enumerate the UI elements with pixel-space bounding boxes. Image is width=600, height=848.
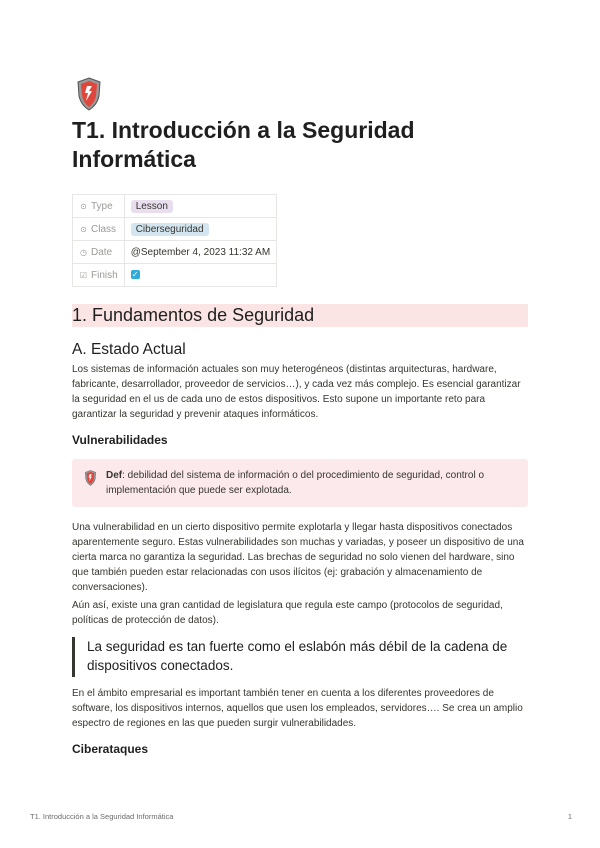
property-label: Date: [91, 246, 113, 258]
properties-table: [72, 194, 277, 287]
page-number: 1: [567, 812, 572, 821]
date-value[interactable]: @September 4, 2023 11:32 AM: [130, 246, 271, 258]
type-tag[interactable]: Lesson: [131, 200, 173, 213]
heading-ciberataques: Ciberataques: [72, 742, 149, 756]
property-row-class[interactable]: [73, 218, 277, 241]
heading-vulnerabilidades: Vulnerabilidades: [72, 433, 168, 447]
clock-icon: ◷: [80, 247, 87, 257]
callout-term: Def: [106, 470, 123, 481]
paragraph-intro: Los sistemas de información actuales son muy heterogéneos (distintas arquitecturas, hardware, fabricante, desarrollador, proveedor de servicios…), y cada vez más complejo. Es esencial garantizar la seguridad en el us de cada uno de estos dispositivos. Esto supone un importante reto para garantizar la seguridad y prevenir ataques informáticos.: [72, 364, 521, 420]
property-label: Class: [91, 223, 117, 235]
property-label: Type: [91, 200, 113, 212]
select-icon: ⊙: [80, 224, 87, 234]
shield-icon: [84, 470, 97, 486]
footer-title: T1. Introducción a la Seguridad Informática: [30, 812, 174, 821]
heading-fundamentos: 1. Fundamentos de Seguridad: [72, 304, 528, 327]
checkbox-icon: ☑: [79, 270, 88, 280]
class-tag[interactable]: Ciberseguridad: [131, 223, 209, 236]
paragraph-empresarial: En el ámbito empresarial es important también tener en cuenta a los diferentes proveedores de software, los dispositivos internos, aquellos que usen los empleados, servidores…. Se crea un amplio espectro de regiones en las que pueden surgir vulnerabilidades.: [72, 688, 523, 729]
callout-text: [106, 468, 516, 498]
quote-block: La seguridad es tan fuerte como el eslabón más débil de la cadena de dispositivos conectados.: [72, 637, 528, 677]
select-icon: ⊙: [80, 201, 87, 211]
callout-definition: : debilidad del sistema de información o del procedimiento de seguridad, control o implementación que puede ser explotada.: [106, 470, 485, 496]
definition-callout: [72, 459, 528, 507]
property-row-type[interactable]: [73, 195, 277, 218]
finish-checkbox[interactable]: ✓: [131, 270, 139, 280]
paragraph-vulnerabilidad: Una vulnerabilidad en un cierto dispositivo permite explotarla y llegar hasta dispositivos conectados aparentemente seguro. Estas vulnerabilidades son muchas y variadas, y poseer un dispositivo de una cierta marca no garantiza la seguridad. Las brechas de seguridad no solo vienen del hardware, sino que también pueden estar relacionadas con usos ilícitos (ej: grabación y almacenamiento de conversaciones).: [72, 522, 524, 593]
heading-estado-actual: A. Estado Actual: [72, 341, 186, 358]
property-label: Finish: [91, 269, 118, 281]
paragraph-legislatura: Aún así, existe una gran cantidad de legislatura que regula este campo (protocolos de seguridad, políticas de protección de datos).: [72, 600, 503, 626]
property-row-finish[interactable]: [73, 264, 277, 287]
shield-icon: [76, 77, 102, 111]
property-row-date[interactable]: [73, 241, 277, 264]
page-title: T1. Introducción a la Seguridad Informática: [72, 117, 415, 172]
